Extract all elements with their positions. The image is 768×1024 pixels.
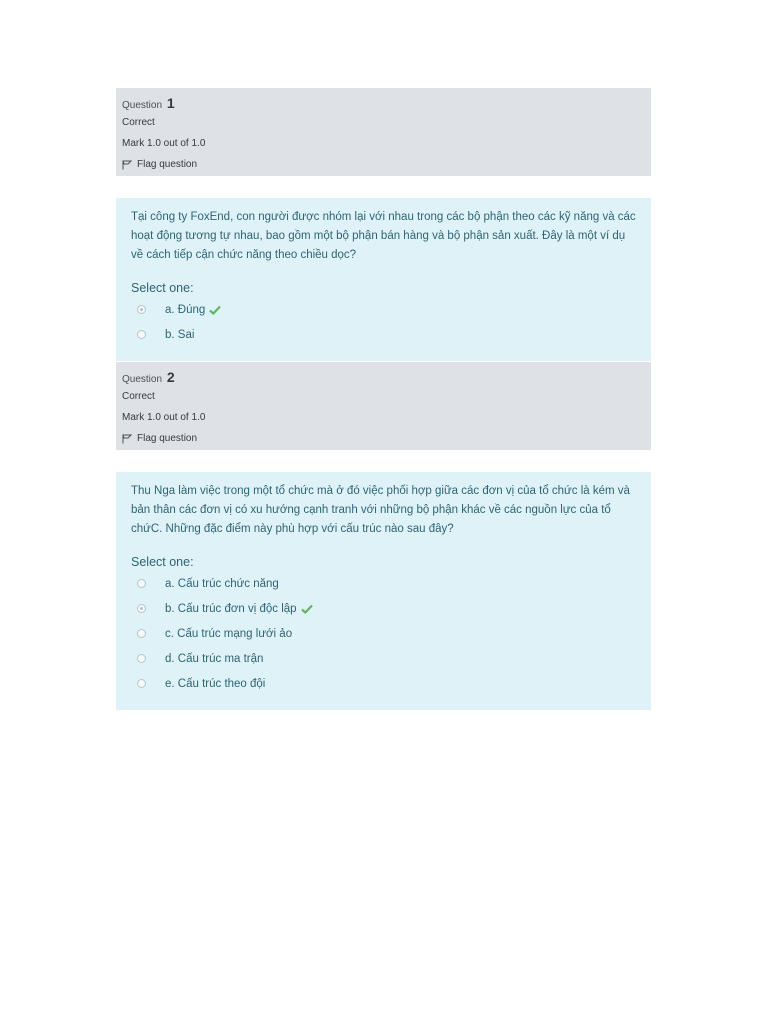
question-1-info xyxy=(116,88,651,176)
radio-button[interactable] xyxy=(137,629,146,638)
flag-icon xyxy=(122,434,132,444)
question-grade: Mark 1.0 out of 1.0 xyxy=(122,138,206,149)
question-state: Correct xyxy=(122,117,155,128)
question-state: Correct xyxy=(122,391,155,402)
answer-option[interactable] xyxy=(131,646,636,671)
question-text: Thu Nga làm việc trong một tổ chức mà ở đó việc phối hợp giữa các đơn vị của tổ chức là kém và bản thân các đơn vị có xu hướng cạnh tranh với những bộ phận khác về các nguồn lực của tổ chứC. Những đặc điểm này phù hợp với cấu trúc nào sau đây? xyxy=(131,485,630,535)
select-prompt: Select one: xyxy=(131,555,194,569)
answer-label: a. Cấu trúc chức năng xyxy=(165,577,279,590)
question-number-value: 1 xyxy=(166,95,175,111)
answer-label: b. Sai xyxy=(165,328,195,341)
question-number-value: 2 xyxy=(166,369,175,385)
answer-options xyxy=(131,297,636,347)
answer-label: a. Đúng xyxy=(165,303,206,316)
flag-icon xyxy=(122,160,132,170)
radio-button[interactable] xyxy=(137,604,146,613)
answer-label: d. Cấu trúc ma trận xyxy=(165,652,264,665)
flag-question-link[interactable] xyxy=(122,428,645,449)
question-label: Question xyxy=(122,100,163,111)
question-2-info xyxy=(116,362,651,450)
answer-option[interactable] xyxy=(131,621,636,646)
question-text: Tại công ty FoxEnd, con người được nhóm lại với nhau trong các bộ phận theo các kỹ năng và các hoạt động tương tự nhau, bao gồm một bộ phận bán hàng và bộ phận sản xuất. Đây là một ví dụ về cách tiếp cận chức năng theo chiều dọc? xyxy=(131,211,636,261)
flag-question-link[interactable] xyxy=(122,154,645,175)
answer-label: e. Cấu trúc theo đội xyxy=(165,677,266,690)
answer-option[interactable] xyxy=(131,596,636,621)
radio-button[interactable] xyxy=(137,679,146,688)
question-2-content xyxy=(116,472,651,710)
answer-options xyxy=(131,571,636,696)
answer-label: b. Cấu trúc đơn vị độc lập xyxy=(165,602,297,615)
answer-option[interactable] xyxy=(131,322,636,347)
radio-button[interactable] xyxy=(137,654,146,663)
answer-option[interactable] xyxy=(131,671,636,696)
flag-question-label: Flag question xyxy=(137,159,198,170)
flag-question-label: Flag question xyxy=(137,433,198,444)
question-grade: Mark 1.0 out of 1.0 xyxy=(122,412,206,423)
question-number xyxy=(122,92,645,112)
correct-check-icon xyxy=(209,305,221,315)
radio-button[interactable] xyxy=(137,305,146,314)
correct-check-icon xyxy=(301,604,313,614)
question-1-content xyxy=(116,198,651,361)
answer-option[interactable] xyxy=(131,297,636,322)
question-label: Question xyxy=(122,374,163,385)
answer-option[interactable] xyxy=(131,571,636,596)
answer-label: c. Cấu trúc mạng lưới ảo xyxy=(165,627,293,640)
select-prompt: Select one: xyxy=(131,281,194,295)
radio-button[interactable] xyxy=(137,330,146,339)
question-number xyxy=(122,366,645,386)
radio-button[interactable] xyxy=(137,579,146,588)
